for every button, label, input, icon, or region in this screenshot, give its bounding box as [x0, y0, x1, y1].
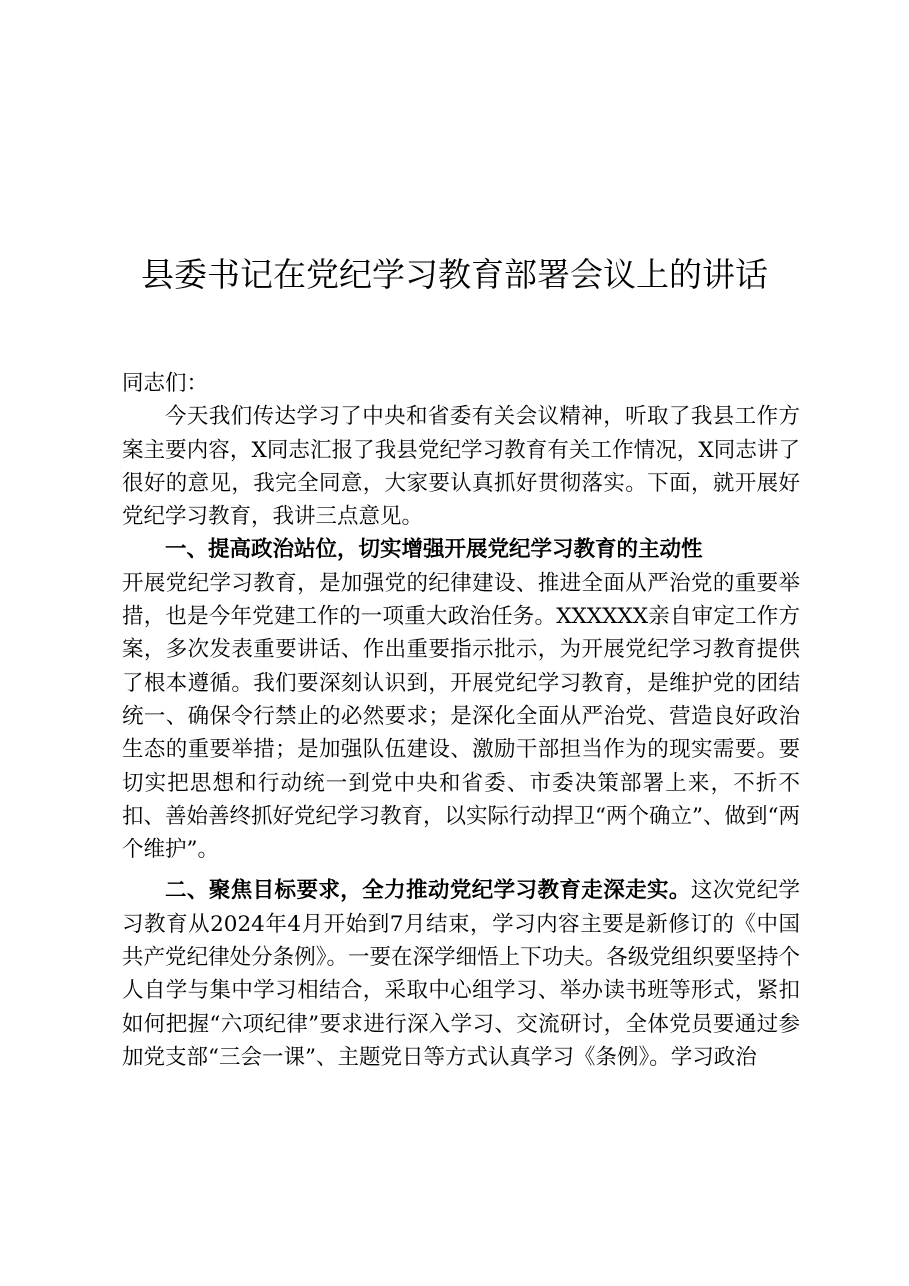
section-heading-1: 一、提高政治站位，切实增强开展党纪学习教育的主动性	[165, 537, 703, 563]
section-text-2: 这次党纪学习教育从2024年4月开始到7月结束，学习内容主要是新修订的《中国共产党纪律处分条例》。一要在深学细悟上下功夫。各级党组织要坚持个人自学与集中学习相结合，采取中心组学习、举办读书班等形式，紧扣如何把握“六项纪律”要求进行深入学习、交流研讨，全体党员要通过参加党支部“三会一课”、主题党日等方式认真学习《条例》。学习政治	[122, 878, 800, 1070]
intro-paragraph: 今天我们传达学习了中央和省委有关会议精神，听取了我县工作方案主要内容，X同志汇报了我县党纪学习教育有关工作情况，X同志讲了很好的意见，我完全同意，大家要认真抓好贯彻落实。下面，就开展好党纪学习教育，我讲三点意见。	[122, 404, 800, 530]
document-title: 县委书记在党纪学习教育部署会议上的讲话	[141, 255, 768, 294]
salutation: 同志们：	[122, 371, 209, 396]
section-heading-2: 二、聚焦目标要求，全力推动党纪学习教育走深走实。	[165, 878, 691, 904]
section-text-1: 开展党纪学习教育，是加强党的纪律建设、推进全面从严治党的重要举措，也是今年党建工作的一项重大政治任务。XXXXXX亲自审定工作方案，多次发表重要讲话、作出重要指示批示，为开展党纪学习教育提供了根本遵循。我们要深刻认识到，开展党纪学习教育，是维护党的团结统一、确保令行禁止的必然要求；是深化全面从严治党、营造良好政治生态的重要举措；是加强队伍建设、激励干部担当作为的现实需要。要切实把思想和行动统一到党中央和省委、市委决策部署上来，不折不扣、善始善终抓好党纪学习教育，以实际行动捍卫“两个确立”、做到“两个维护”。	[122, 570, 800, 863]
section-paragraph-2	[122, 874, 800, 1074]
document-body	[122, 367, 800, 1074]
